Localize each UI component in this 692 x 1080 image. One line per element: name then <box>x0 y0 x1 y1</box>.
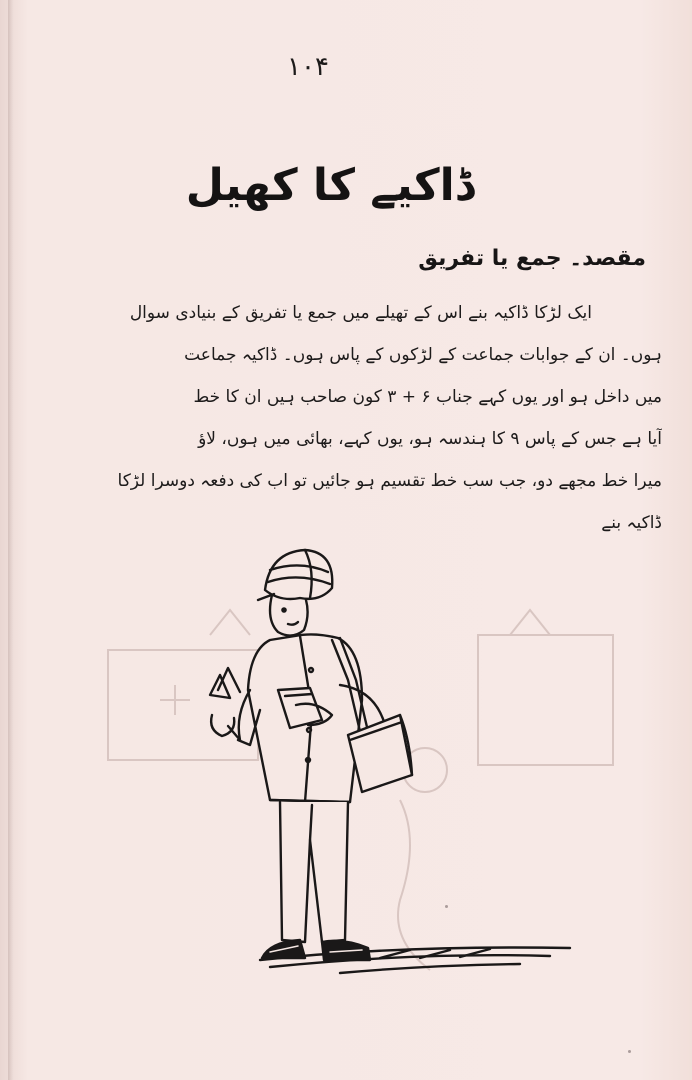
objective-line: مقصد۔ جمع یا تفریق <box>418 246 646 271</box>
page-title: ڈاکیے کا کھیل <box>185 160 475 211</box>
paper-speck <box>445 905 448 908</box>
boy-shoes <box>262 940 370 960</box>
body-line: ایک لڑکا ڈاکیہ بنے اس کے تھیلے میں جمع یا تفریق کے بنیادی سوال <box>129 303 592 323</box>
boy-head <box>258 550 332 636</box>
ground-shadow <box>260 948 570 974</box>
page-number: ۱۰۴ <box>287 52 329 82</box>
paper-speck <box>628 1050 631 1053</box>
body-line: ڈاکیہ بنے <box>601 513 662 533</box>
boy-trousers <box>280 802 348 942</box>
body-line: ہوں۔ ان کے جوابات جماعت کے لڑکوں کے پاس ہوں۔ ڈاکیہ جماعت <box>184 345 662 365</box>
body-line: میرا خط مجھے دو، جب سب خط تقسیم ہو جائیں تو اب کی دفعہ دوسرا لڑکا <box>117 471 662 491</box>
body-text <box>2 292 662 544</box>
body-line: آیا ہے جس کے پاس ۹ کا ہندسہ ہو، یوں کہے، بھائی میں ہوں، لاؤ <box>198 429 662 449</box>
postman-illustration <box>100 540 620 1010</box>
body-line: میں داخل ہو اور یوں کہے جناب ۶ + ۳ کون صاحب ہیں ان کا خط <box>193 387 662 407</box>
